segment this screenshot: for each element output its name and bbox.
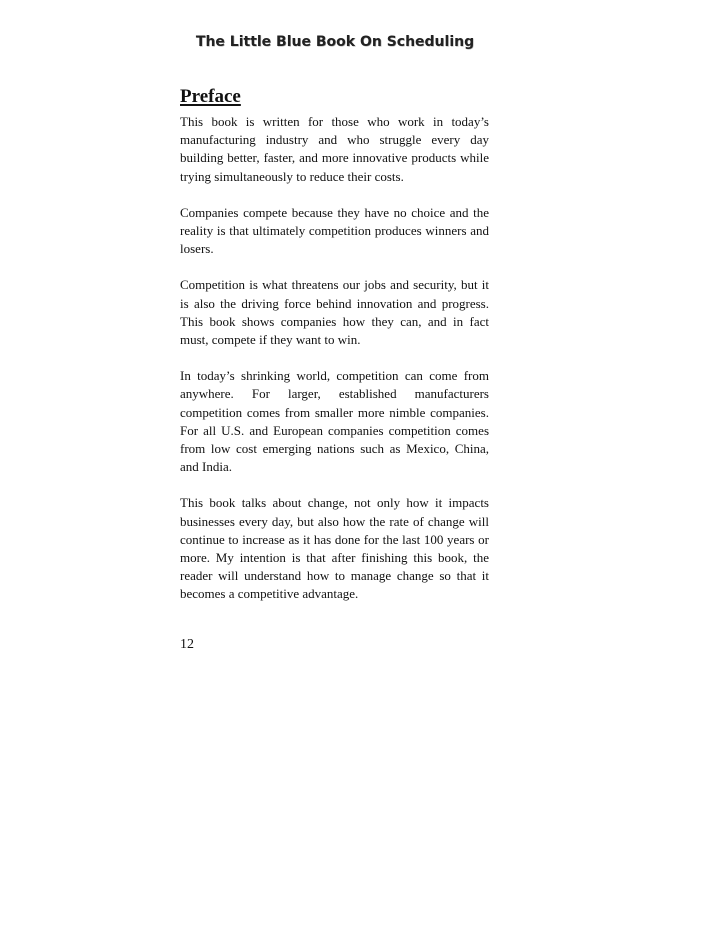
paragraph-5: This book talks about change, not only how it impacts businesses every day, but also how the rate of change will continue to increase as it has done for the last 100 years or more. My intention is that after finishing this book, the reader will understand how to manage change so that it becomes a competitive advantage.: [180, 495, 489, 602]
paragraph-2: Companies compete because they have no choice and the reality is that ultimately competition produces winners and losers.: [180, 204, 489, 257]
paragraph-1: This book is written for those who work in today’s manufacturing industry and who struggle every day building better, faster, and more innovative products while trying simultaneously to reduce their costs.: [180, 114, 489, 184]
paragraph-4: In today’s shrinking world, competition can come from anywhere. For larger, established manufacturers competition comes from smaller more nimble companies. For all U.S. and European companies competition comes from low cost emerging nations such as Mexico, China, and India.: [180, 368, 489, 475]
chapter-title: Preface: [180, 86, 241, 107]
running-header: The Little Blue Book On Scheduling: [195, 34, 475, 50]
paragraph-3: Competition is what threatens our jobs and security, but it is also the driving force behind innovation and progress. This book shows companies how they can, and in fact must, compete if they want to win.: [180, 277, 489, 348]
page-content: [180, 84, 489, 622]
page-number: 12: [180, 637, 194, 652]
